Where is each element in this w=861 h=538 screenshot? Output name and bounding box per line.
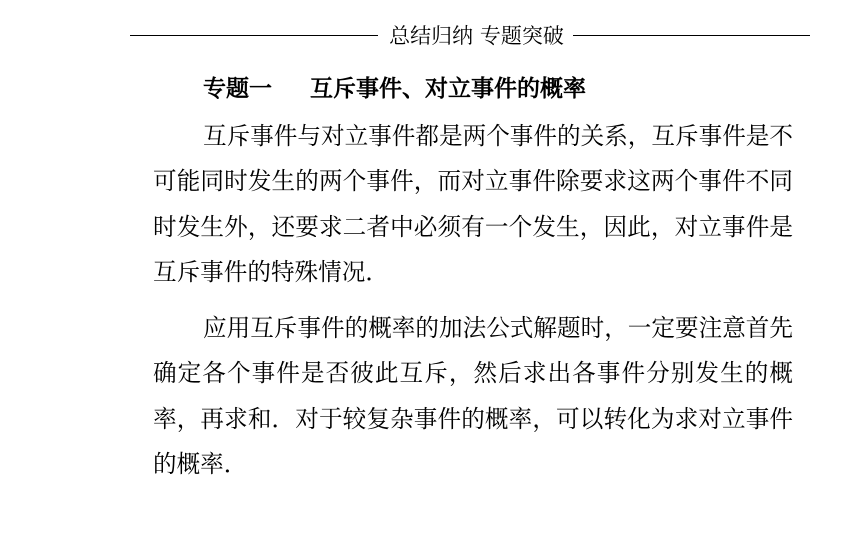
body-paragraph-1: 互斥事件与对立事件都是两个事件的关系，互斥事件是不可能同时发生的两个事件，而对立事件除要求这两个事件不同时发生外，还要求二者中必须有一个发生，因此，对立事件是互斥事件的特殊情况． — [153, 122, 793, 286]
section-header — [0, 18, 861, 54]
topic-heading — [203, 72, 586, 106]
header-rule-right — [573, 35, 810, 36]
topic-label: 专题一 — [203, 75, 272, 102]
section-header-title: 总结归纳 专题突破 — [389, 24, 564, 48]
header-rule-left — [130, 35, 378, 36]
body-paragraph-2: 应用互斥事件的概率的加法公式解题时，一定要注意首先确定各个事件是否彼此互斥，然后求出各事件分别发生的概率，再求和．对于较复杂事件的概率，可以转化为求对立事件的概率． — [153, 314, 793, 478]
topic-title: 互斥事件、对立事件的概率 — [310, 75, 586, 102]
